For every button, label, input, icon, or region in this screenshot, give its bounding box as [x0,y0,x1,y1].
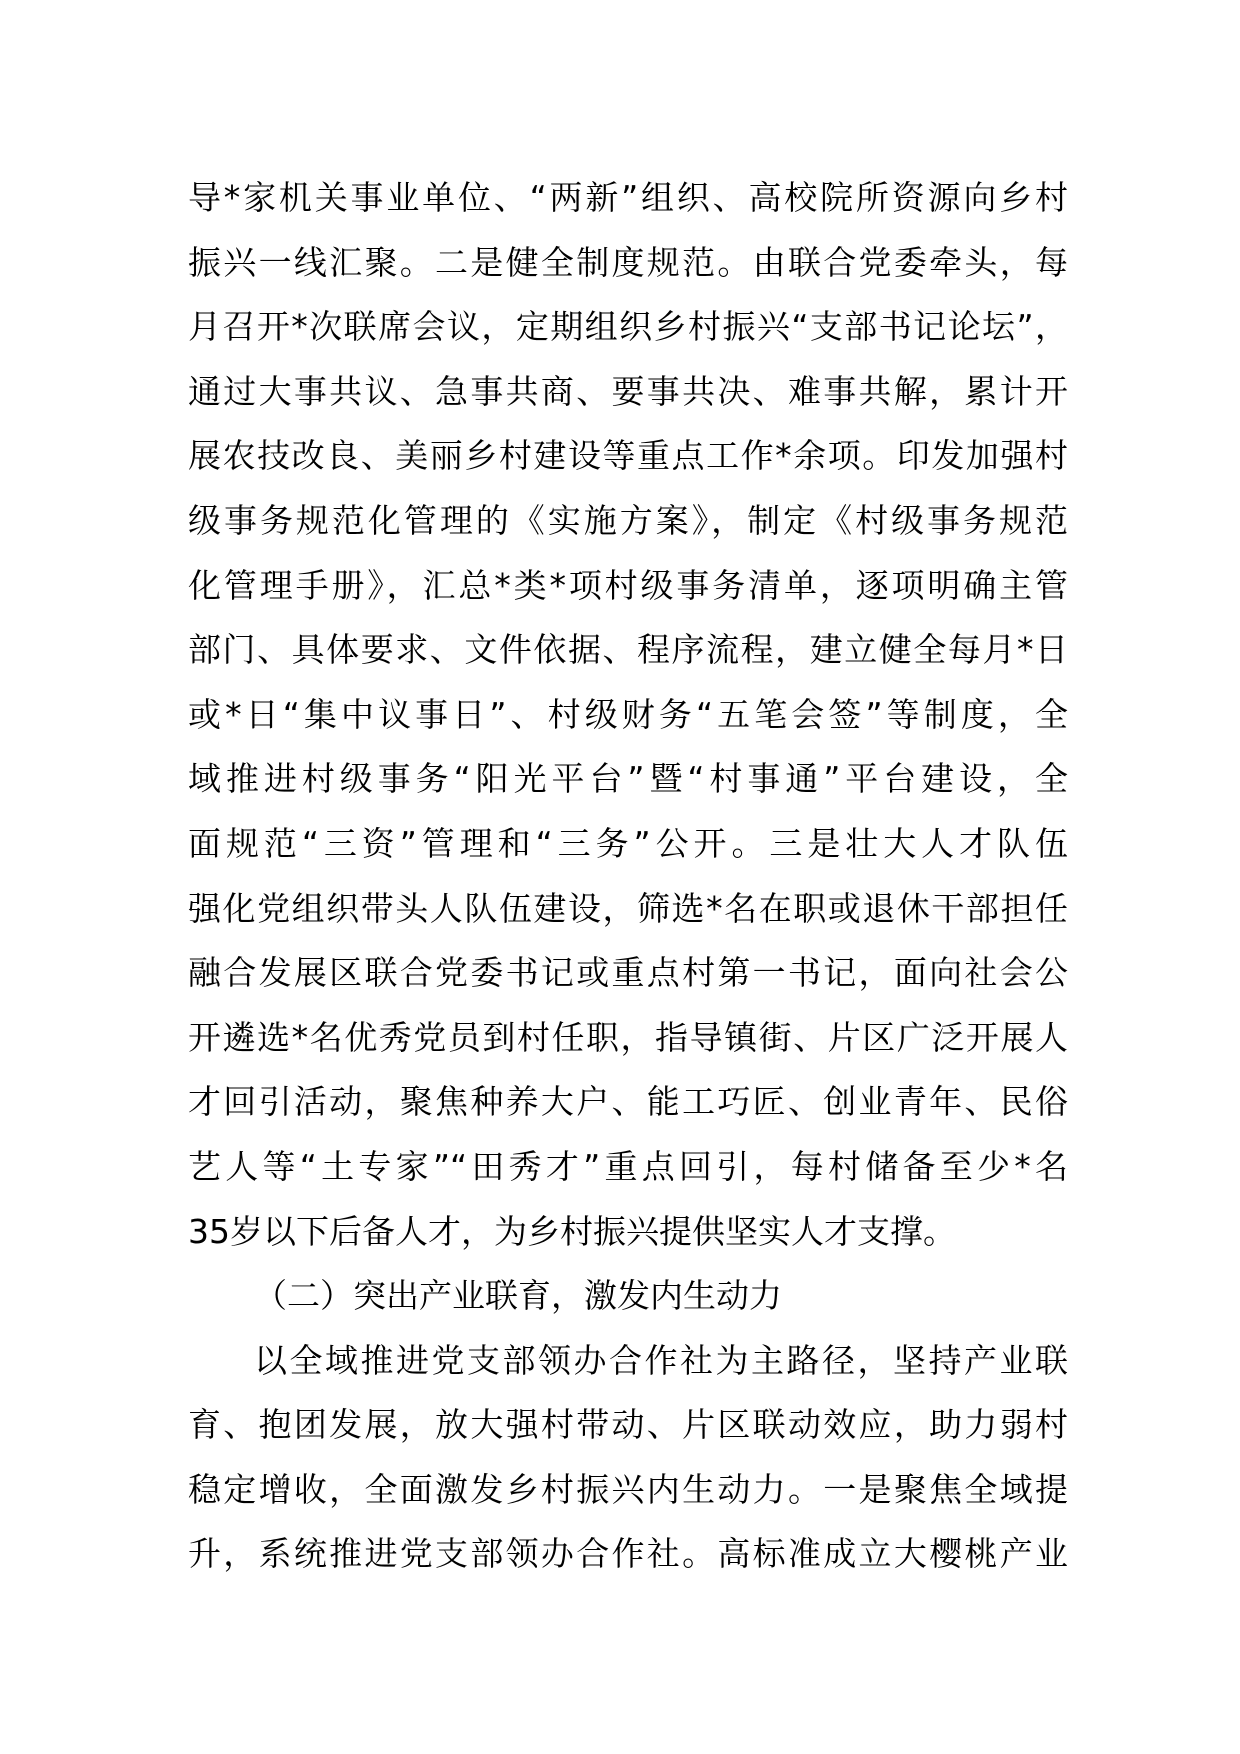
text-line: 开遴选*名优秀党员到村任职，指导镇街、片区广泛开展人 [188,1017,1068,1057]
text-line: 振兴一线汇聚。二是健全制度规范。由联合党委牵头，每 [188,242,1068,282]
paragraph-end-line: 35岁以下后备人才，为乡村振兴提供坚实人才支撑。 [188,1211,956,1251]
text-line: 面规范“三资”管理和“三务”公开。三是壮大人才队伍 [188,823,1068,863]
text-line: 导*家机关事业单位、“两新”组织、高校院所资源向乡村 [188,178,1068,217]
section-heading: （二）突出产业联育，激发内生动力 [254,1276,782,1316]
text-line: 通过大事共议、急事共商、要事共决、难事共解，累计开 [188,371,1068,411]
body-text [188,166,1068,1587]
text-line: 艺人等“土专家”“田秀才”重点回引，每村储备至少*名 [188,1146,1068,1186]
text-line: 化管理手册》，汇总*类*项村级事务清单，逐项明确主管 [188,565,1068,605]
text-line: 升，系统推进党支部领办合作社。高标准成立大樱桃产业 [188,1534,1068,1574]
text-line: 部门、具体要求、文件依据、程序流程，建立健全每月*日 [188,630,1068,670]
text-line: 级事务规范化管理的《实施方案》，制定《村级事务规范 [188,500,1068,540]
text-line: 展农技改良、美丽乡村建设等重点工作*余项。印发加强村 [188,436,1068,476]
text-line: 强化党组织带头人队伍建设，筛选*名在职或退休干部担任 [188,888,1068,928]
text-line: 或*日“集中议事日”、村级财务“五笔会签”等制度，全 [188,694,1068,734]
text-line: 稳定增收，全面激发乡村振兴内生动力。一是聚焦全域提 [188,1469,1068,1509]
text-line: 月召开*次联席会议，定期组织乡村振兴“支部书记论坛”， [188,307,1068,347]
text-line: 域推进村级事务“阳光平台”暨“村事通”平台建设，全 [188,759,1068,799]
text-line: 融合发展区联合党委书记或重点村第一书记，面向社会公 [188,953,1068,993]
paragraph-first-line: 以全域推进党支部领办合作社为主路径，坚持产业联 [254,1340,1068,1380]
text-line: 才回引活动，聚焦种养大户、能工巧匠、创业青年、民俗 [188,1082,1068,1122]
text-line: 育、抱团发展，放大强村带动、片区联动效应，助力弱村 [188,1405,1068,1445]
